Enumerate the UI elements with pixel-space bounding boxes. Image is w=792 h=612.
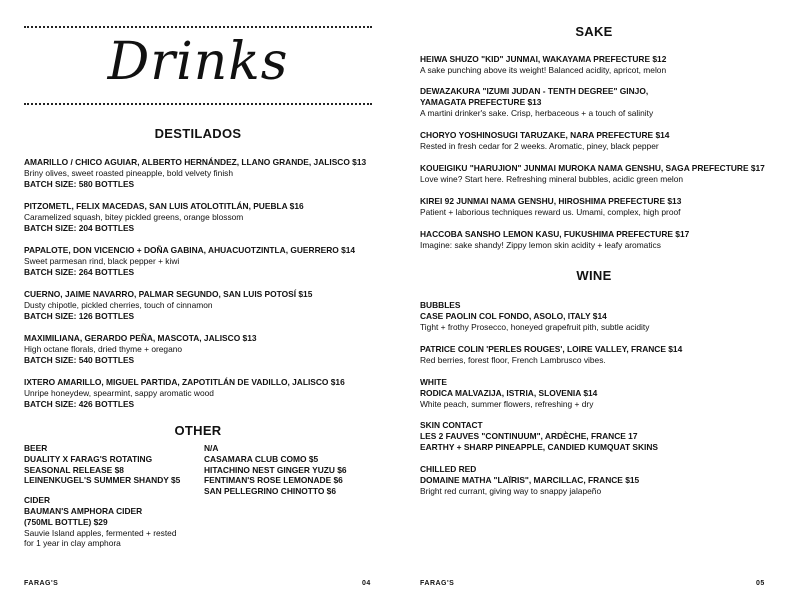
sake-item [420,196,780,218]
wine-skin-contact [420,420,780,452]
cider-line: (750ML BOTTLE) $29 [24,516,108,527]
sake-item [420,54,780,76]
item-title: DEWAZAKURA "IZUMI JUDAN - TENTH DEGREE" GINJO, [420,86,649,96]
item-title: CHORYO YOSHINOSUGI TARUZAKE, NARA PREFECTURE $14 [420,130,670,140]
wine-white [420,377,780,409]
item-title: IXTERO AMARILLO, MIGUEL PARTIDA, ZAPOTITLÁN DE VADILLO, JALISCO $16 [24,377,345,387]
wine-item [420,344,780,366]
na-line: SAN PELLEGRINO CHINOTTO $6 [204,486,337,497]
wine-heading: WINE [576,268,612,283]
batch-size: BATCH SIZE: 264 BOTTLES [24,266,135,277]
item-description: Rested in fresh cedar for 2 weeks. Aromatic, piney, black pepper [420,140,659,151]
batch-size: BATCH SIZE: 126 BOTTLES [24,310,135,321]
footer-brand: FARAG'S [24,580,59,587]
cider-line: BAUMAN'S AMPHORA CIDER [24,505,143,516]
beer-line: DUALITY X FARAG'S ROTATING [24,453,153,464]
item-description: Briny olives, sweet roasted pineapple, bold velvety finish [24,167,234,178]
item-title: AMARILLO / CHICO AGUIAR, ALBERTO HERNÁNDEZ, LLANO GRANDE, JALISCO $13 [24,157,367,167]
item-title: PITZOMETL, FELIX MACEDAS, SAN LUIS ATOLOTITLÁN, PUEBLA $16 [24,201,304,211]
category-label: SKIN CONTACT [420,420,483,430]
category-label: WHITE [420,377,447,387]
wine-title: EARTHY + SHARP PINEAPPLE, CANDIED KUMQUAT SKINS [420,441,659,452]
page-number: 05 [756,580,765,587]
item-description: Dusty chipotle, pickled cherries, touch of cinnamon [24,299,213,310]
item-title: CUERNO, JAIME NAVARRO, PALMAR SEGUNDO, SAN LUIS POTOSÍ $15 [24,289,313,299]
wine-description: Tight + frothy Prosecco, honeyed grapefruit pith, subtle acidity [420,321,650,332]
cider-description: Sauvie Island apples, fermented + rested [24,527,177,538]
wine-title: LES 2 FAUVES "CONTINUUM", ARDÈCHE, FRANCE 17 [420,430,638,441]
destilado-item [24,289,384,321]
beer-line: LEINENKUGEL'S SUMMER SHANDY $5 [24,475,181,486]
wine-title: CASE PAOLIN COL FONDO, ASOLO, ITALY $14 [420,310,607,321]
destilado-item [24,201,384,233]
item-description: A martini drinker's sake. Crisp, herbaceous + a touch of salinity [420,107,654,118]
destilado-item [24,157,384,189]
na-line: FENTIMAN'S ROSE LEMONADE $6 [204,475,343,486]
item-description: Patient + laborious techniques reward us. Umami, complex, high proof [420,206,681,217]
category-label: CHILLED RED [420,464,477,474]
drinks-script-title: Drinks [107,32,289,92]
item-title: KIREI 92 JUNMAI NAMA GENSHU, HIROSHIMA PREFECTURE $13 [420,196,682,206]
destilado-item [24,333,384,365]
sake-item [420,86,780,118]
beer-cider-column [24,443,180,549]
na-column [204,443,347,497]
na-line: CASAMARA CLUB COMO $5 [204,453,319,464]
batch-size: BATCH SIZE: 426 BOTTLES [24,398,135,409]
item-title: HEIWA SHUZO "KID" JUNMAI, WAKAYAMA PREFECTURE $12 [420,54,667,64]
item-description: Caramelized squash, bitey pickled greens, orange blossom [24,211,244,222]
wine-title: RODICA MALVAZIJA, ISTRIA, SLOVENIA $14 [420,387,598,398]
wine-chilled-red [420,464,780,496]
wine-description: Bright red currant, giving way to snappy jalapeño [420,485,602,496]
destilado-item [24,245,384,277]
wine-description: Red berries, forest floor, French Lambrusco vibes. [420,354,606,365]
item-title: YAMAGATA PREFECTURE $13 [420,96,542,107]
cider-description: for 1 year in clay amphora [24,538,121,549]
item-description: High octane florals, dried thyme + oregano [24,343,183,354]
beer-line: SEASONAL RELEASE $8 [24,464,124,475]
item-description: A sake punching above its weight! Balanced acidity, apricot, melon [420,64,667,75]
wine-description: White peach, summer flowers, refreshing + dry [420,398,594,409]
dotted-divider-bottom [24,103,372,105]
right-page [396,0,792,612]
item-description: Imagine: sake shandy! Zippy lemon skin acidity + leafy aromatics [420,239,661,250]
cider-label: CIDER [24,495,51,506]
item-description: Love wine? Start here. Refreshing mineral bubbles, acidic green melon [420,173,684,184]
wine-title: DOMAINE MATHA "LAÏRIS", MARCILLAC, FRANCE $15 [420,474,640,485]
item-title: HACCOBA SANSHO LEMON KASU, FUKUSHIMA PREFECTURE $17 [420,229,690,239]
destilado-item [24,377,384,409]
item-title: MAXIMILIANA, GERARDO PEÑA, MASCOTA, JALISCO $13 [24,333,257,343]
wine-bubbles [420,300,780,332]
sake-heading: SAKE [575,24,613,39]
batch-size: BATCH SIZE: 204 BOTTLES [24,222,135,233]
beer-label: BEER [24,443,48,453]
batch-size: BATCH SIZE: 540 BOTTLES [24,354,135,365]
dotted-divider-top [24,26,372,28]
sake-item [420,229,780,251]
na-label: N/A [204,443,219,453]
item-title: PAPALOTE, DON VICENCIO + DOÑA GABINA, AHUACUOTZINTLA, GUERRERO $14 [24,245,356,255]
item-description: Unripe honeydew, spearmint, sappy aromatic wood [24,387,214,398]
wine-title: PATRICE COLIN 'PERLES ROUGES', LOIRE VALLEY, FRANCE $14 [420,344,683,354]
item-title: KOUEIGIKU "HARUJION" JUNMAI MUROKA NAMA GENSHU, SAGA PREFECTURE $17 [420,163,765,173]
batch-size: BATCH SIZE: 580 BOTTLES [24,178,135,189]
other-heading: OTHER [174,423,222,438]
page-number: 04 [362,580,371,587]
category-label: BUBBLES [420,300,461,310]
item-description: Sweet parmesan rind, black pepper + kiwi [24,255,180,266]
na-line: HITACHINO NEST GINGER YUZU $6 [204,464,347,475]
footer-brand: FARAG'S [420,580,455,587]
sake-item [420,130,780,152]
sake-item [420,163,780,185]
destilados-heading: DESTILADOS [154,126,242,141]
